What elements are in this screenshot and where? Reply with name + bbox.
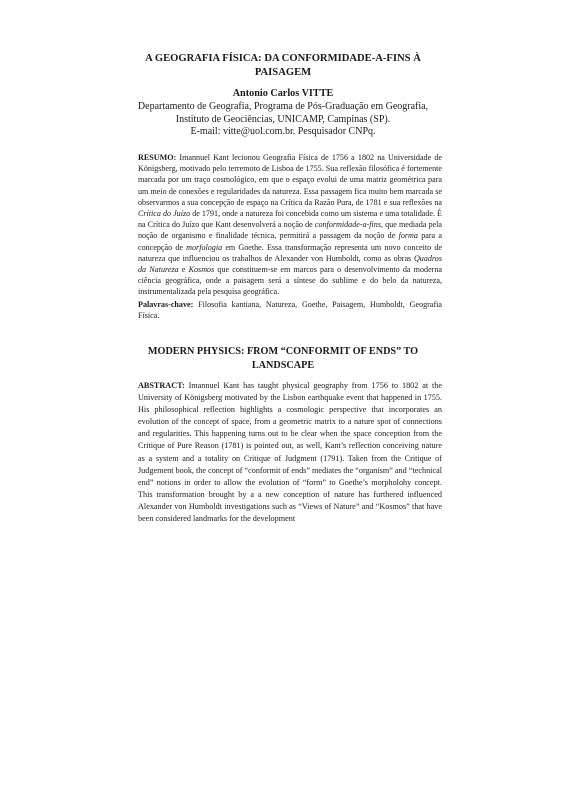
author-name: Antonio Carlos VITTE (232, 88, 334, 99)
resumo-text-1: Imannuel Kant lecionou Geografia Física de 1756 a 1802 na Universidade de Königsberg, motivado pelo terremoto de Lisboa de 1755. Sua reflexão filosófica é fortemente marcada por um traço cosmológico, em que o espaço evolui de uma matriz geométrica para um meio de conexões e regularidades da natureza. Essa passagem fica muito bem marcada se observarmos a sua concepção de espaço na Crítica da Razão Pura, de 1781 e sua reflexões na (138, 153, 442, 207)
resumo-text-7: que constituem-se em marcos para o desenvolvimento da moderna ciência geográfica, onde a paisagem será a síntese do sublime e do belo da natureza, instrumentalizada pela pesquisa geográfica. (138, 265, 442, 297)
resumo-text-3: que mediada pela noção de organismo e finalidade técnica, permitirá a passagem da noção de (138, 220, 442, 241)
affiliation-line-2: Instituto de Geociências, UNICAMP, Campinas (SP). (175, 113, 391, 125)
keywords-label: Palavras-chave: (138, 300, 194, 309)
keywords-text: Filosofia kantiana, Natureza, Goethe, Paisagem, Humboldt, Geografia Física. (138, 300, 442, 321)
resumo-italic-6: Kosmos (188, 265, 215, 275)
affiliation-line-1: Departamento de Geografia, Programa de Pós-Graduação em Geografia, (137, 101, 429, 112)
resumo-text-2: de 1791, onde a natureza foi concebida como um sistema e uma totalidade. É na Crítica do Juízo que Kant desenvolverá a noção de (138, 209, 442, 230)
resumo-italic-5: Quadros da Natureza (138, 253, 442, 275)
author-affiliation (0, 101, 566, 139)
resumo-label: RESUMO: (138, 153, 177, 162)
resumo-italic-1: Crítica do Juízo (138, 209, 191, 219)
resumo-text-4: para a concepção de (138, 231, 443, 252)
abstract-text: Imannuel Kant has taught physical geography from 1756 to 1802 at the University of Königsberg motivated by the Lisbon earthquake event that happened in 1755. His philosophical reflection highlights a cosmologic perspective that incorporates an evolution of the concept of space, from a geometric matrix to a nature spot of connections and regularities. This happening turns out to be clear when the space conception from the Critique of Pure Reason (1781) is pointed out, as well, Kant’s reflection conceiving nature as a system and a totality on Critique of Judgment (1791). Taken from the Critique of Judgement book, the concept of “conformit of ends” mediates the “organism” and “technical end” notions in order to allow the evolution of “form” to Goethe’s morpholohy concept. This transformation brought by a a new conception of nature has furthered influenced Alexander von Humboldt investigations such as “Views of Nature” and “Kosmos” that have been considered landmarks for the development (138, 381, 442, 524)
english-title: MODERN PHYSICS: FROM “CONFORMIT OF ENDS” TO LANDSCAPE (147, 346, 419, 371)
resumo-italic-2: conformidade-a-fins, (314, 220, 383, 230)
resumo-text-5: em Goethe. Essa transformação representa um novo conceito de natureza que influenciou os trabalhos de Alexander von Humboldt, como as obras (138, 242, 442, 263)
resumo-italic-4: morfologia (186, 242, 223, 252)
abstract-label: ABSTRACT: (138, 381, 185, 390)
paper-title: A GEOGRAFIA FÍSICA: DA CONFORMIDADE-A-FINS À PAISAGEM (145, 53, 421, 78)
resumo-paragraph (138, 152, 442, 298)
resumo-italic-3: forma (398, 231, 418, 241)
abstract-paragraph (138, 380, 442, 525)
resumo-text-6: e (178, 265, 189, 275)
keywords-paragraph (138, 299, 442, 321)
affiliation-line-3: E-mail: vitte@uol.com.br. Pesquisador CNPq. (190, 126, 376, 137)
